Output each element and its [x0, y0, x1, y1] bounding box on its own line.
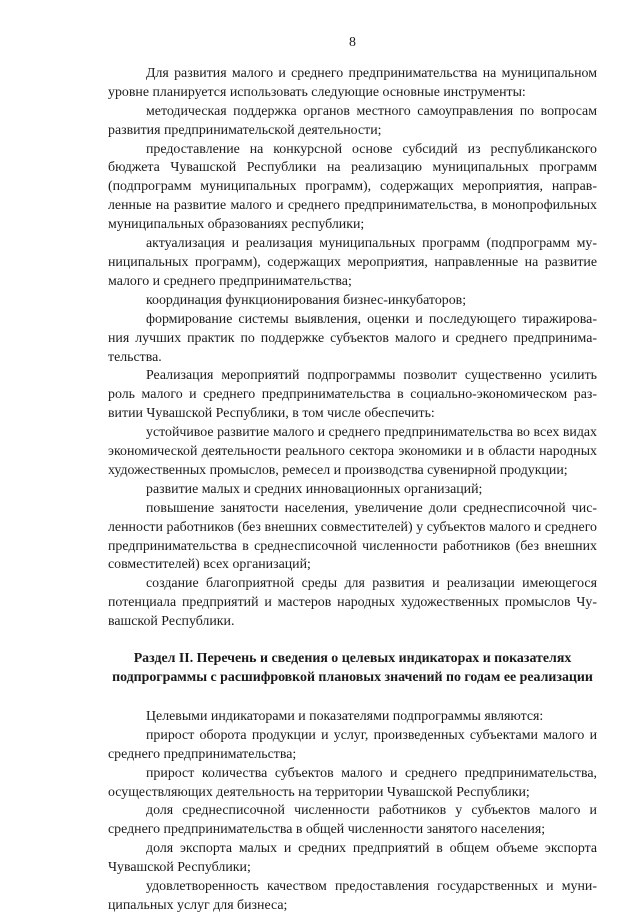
section-heading	[108, 650, 597, 688]
paragraph: доля среднесписочной численности работников у субъектов малого и среднего предпринимательства в общей численности занятого населения;	[108, 803, 597, 838]
paragraph: Для развития малого и среднего предпринимательства на муниципальном уровне планируется использовать следующие основные инструменты:	[108, 65, 597, 100]
paragraph: предоставление на конкурсной основе субсидий из республиканского бюджета Чувашской Республики на реализацию муниципальных программ (подпрограмм муниципальных программ), содержащих мероприятия, направленные на развитие малого и среднего предпринимательства, в монопрофильных муниципальных образованиях республики;	[108, 141, 597, 233]
section-1-body	[108, 65, 597, 632]
paragraph: прирост оборота продукции и услуг, произведенных субъектами малого и среднего предпринимательства;	[108, 727, 597, 762]
paragraph: методическая поддержка органов местного самоуправления по вопросам развития предпринимательской деятельности;	[108, 103, 597, 138]
paragraph: удовлетворенность качеством предоставления государственных и муниципальных услуг для бизнеса;	[108, 879, 597, 913]
page-number: 8	[349, 35, 356, 50]
paragraph: доля экспорта малых и средних предприятий в общем объеме экспорта Чувашской Республики;	[108, 841, 597, 876]
document-page	[108, 34, 597, 916]
paragraph: создание благоприятной среды для развития и реализации имеющегося потенциала предприятий и мастеров народных художественных промыслов Чувашской Республики.	[108, 576, 597, 630]
section-heading-line-2: подпрограммы с расшифровкой плановых значений по годам ее реализации	[112, 670, 593, 685]
section-heading-line-1: Раздел II. Перечень и сведения о целевых индикаторах и показателях	[133, 651, 572, 667]
paragraph: прирост количества субъектов малого и среднего предпринимательства, осуществляющих деятельность на территории Чувашской Республики;	[108, 765, 597, 800]
paragraph: повышение занятости населения, увеличение доли среднесписочной численности работников (без внешних совместителей) у субъектов малого и среднего предпринимательства в среднесписочной численности работников (без внешних совместителей) всех организаций;	[108, 500, 597, 573]
paragraph: актуализация и реализация муниципальных программ (подпрограмм муниципальных программ), содержащих мероприятия, направленные на развитие малого и среднего предпринимательства;	[108, 236, 597, 289]
paragraph: координация функционирования бизнес-инкубаторов;	[146, 292, 467, 308]
paragraph: устойчивое развитие малого и среднего предпринимательства во всех видах экономической деятельности реального сектора экономики и в области народных художественных промыслов, ремесел и производства сувенирной продукции;	[108, 425, 597, 478]
paragraph: формирование системы выявления, оценки и последующего тиражирования лучших практик по поддержке субъектов малого и среднего предпринимательства.	[108, 311, 597, 365]
paragraph: Целевыми индикаторами и показателями подпрограммы являются:	[146, 708, 544, 724]
paragraph: развитие малых и средних инновационных организаций;	[146, 481, 483, 497]
paragraph: Реализация мероприятий подпрограммы позволит существенно усилить роль малого и среднего предпринимательства в социально-экономическом развитии Чувашской Республики, в том числе обеспечить:	[108, 368, 597, 422]
section-2-body	[108, 708, 597, 916]
